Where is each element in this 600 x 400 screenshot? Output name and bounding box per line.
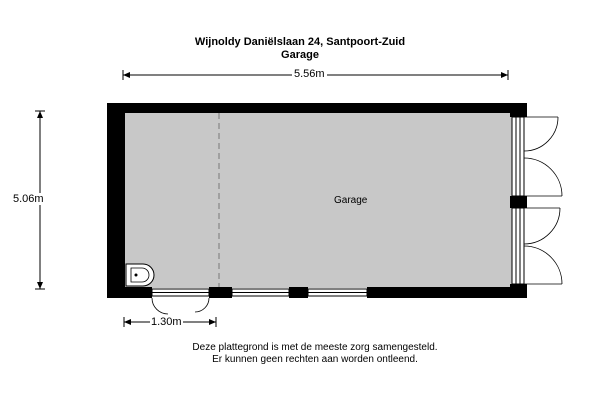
sink-icon [126, 264, 154, 286]
disclaimer-line-1: Deze plattegrond is met de meeste zorg samengesteld. [192, 342, 438, 353]
door-swing-bottom [152, 298, 209, 314]
bottom-windows [152, 289, 367, 296]
door-swing-lower [524, 208, 562, 284]
garage-floor [124, 112, 512, 288]
width-label: 5.56m [294, 68, 325, 80]
plan-title: Wijnoldy Daniëlslaan 24, Santpoort-Zuid [194, 36, 406, 48]
floor-name: Garage [281, 49, 319, 61]
room-label-garage: Garage [334, 195, 368, 206]
door-swing-upper [524, 117, 562, 196]
height-label: 5.06m [13, 193, 44, 205]
partial-width-label: 1.30m [151, 316, 182, 328]
disclaimer-line-2: Er kunnen geen rechten aan worden ontleend. [212, 354, 418, 365]
